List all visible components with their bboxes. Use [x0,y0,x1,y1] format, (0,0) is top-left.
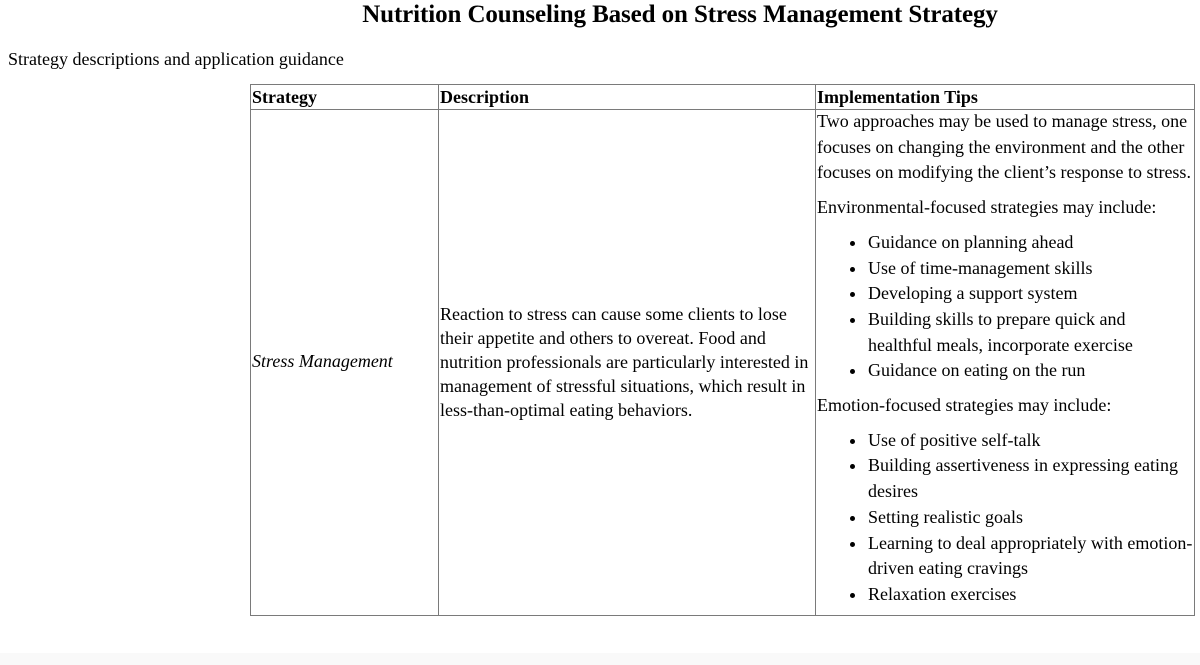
list-item: • Guidance on planning ahead [867,230,1193,256]
cell-description: Reaction to stress can cause some clients to lose their appetite and others to overeat. Food and nutrition professionals are particularly interested in management of stressful situations, which result in less-than-optimal eating behaviors. [439,110,816,616]
header-implementation-tips: Implementation Tips [816,85,1195,110]
header-description: Description [439,85,816,110]
list-item: • Building assertiveness in expressing eating desires [867,453,1193,504]
strategy-table [250,84,1195,616]
cell-strategy: Stress Management [251,110,439,616]
list-item: • Setting realistic goals [867,505,1193,531]
environmental-list [817,230,1193,384]
list-item: • Use of positive self-talk [867,428,1193,454]
header-strategy: Strategy [251,85,439,110]
cell-implementation-tips [816,110,1195,616]
page-bottom-band [0,653,1200,665]
environmental-heading: Environmental-focused strategies may include: [817,197,1157,218]
table-row [251,110,1195,616]
page-title: Nutrition Counseling Based on Stress Management Strategy [362,1,998,28]
emotion-list [817,428,1193,608]
list-item: • Relaxation exercises [867,582,1193,608]
list-item: • Developing a support system [867,281,1193,307]
list-item: • Learning to deal appropriately with emotion-driven eating cravings [867,531,1193,582]
list-item: • Guidance on eating on the run [867,358,1193,384]
page-subtitle: Strategy descriptions and application guidance [8,49,344,69]
tips-intro: Two approaches may be used to manage stress, one focuses on changing the environment and the other focuses on modifying the client’s response to stress. [817,111,1191,183]
table-header-row [251,85,1195,110]
list-item: • Building skills to prepare quick and healthful meals, incorporate exercise [867,307,1193,358]
emotion-heading: Emotion-focused strategies may include: [817,395,1112,416]
list-item: • Use of time-management skills [867,256,1193,282]
